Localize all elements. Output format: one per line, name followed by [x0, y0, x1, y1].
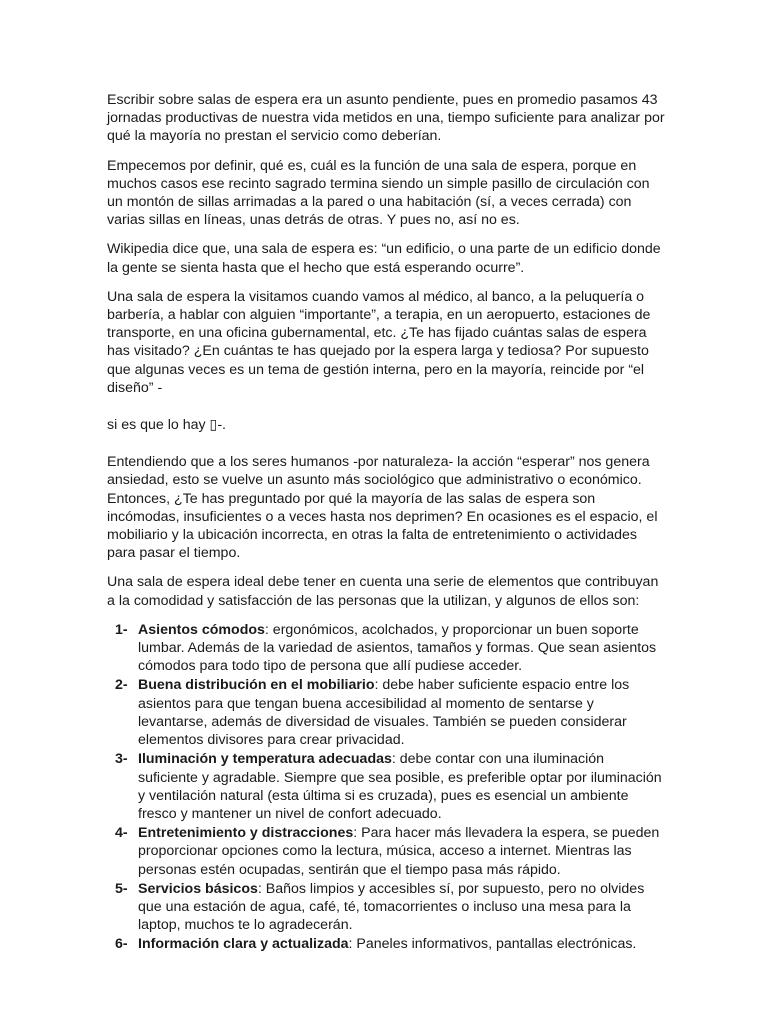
list-item-term: Asientos cómodos — [138, 621, 265, 638]
list-item-text: : Baños limpios y accesibles sí, por supuesto, pero no olvides que una estación de agua, café, té, tomacorrientes o incluso una mesa para la laptop, muchos te lo agradecerán. — [138, 880, 645, 934]
list-item-number: 5- — [115, 880, 128, 897]
paragraph-visits: Una sala de espera la visitamos cuando vamos al médico, al banco, a la peluquería o barbería, a hablar con alguien “importante”, a terapia, en un aeropuerto, estaciones de transporte, en una oficina gubernamental, etc. ¿Te has fijado cuántas salas de espera has visitado? ¿En cuántas te has quejado por la espera larga y tediosa? Por supuesto que algunas veces es un tema de gestión interna, pero en la mayoría, reincide por “el diseño” - — [107, 288, 651, 396]
list-item-term: Iluminación y temperatura adecuadas — [138, 751, 392, 768]
list-item — [107, 750, 667, 823]
paragraph-definition: Empecemos por definir, qué es, cuál es la función de una sala de espera, porque en muchos casos ese recinto sagrado termina siendo un simple pasillo de circulación con un montón de sillas arrimadas a la pared o una habitación (sí, a veces cerrada) con varias sillas en líneas, unas detrás de otras. Y pues no, así no es. — [107, 157, 650, 229]
list-item-text: : debe contar con una iluminación suficiente y agradable. Siempre que sea posible, es preferible optar por iluminación y ventilación natural (esta última si es cruzada), pues es esencial un ambiente fresco y mantener un nivel de confort adecuado. — [138, 751, 662, 822]
document-page — [107, 91, 667, 955]
list-item — [107, 880, 667, 935]
list-item-text: : Para hacer más llevadera la espera, se pueden proporcionar opciones como la lectura, música, acceso a internet. Mientras las personas estén ocupadas, sentirán que el tiempo pasa más rápido. — [138, 825, 660, 878]
list-item-term: Buena distribución en el mobiliario — [138, 677, 375, 694]
paragraph-wikipedia: Wikipedia dice que, una sala de espera es: “un edificio, o una parte de un edificio donde la gente se sienta hasta que el hecho que está esperando ocurre”. — [107, 241, 661, 276]
list-item-text: : ergonómicos, acolchados, y proporcionar un buen soporte lumbar. Además de la variedad de asientos, tamaños y formas. Que sean asientos cómodos para todo tipo de persona que allí pudiese acceder. — [138, 621, 657, 675]
list-item-term: Entretenimiento y distracciones — [138, 825, 354, 842]
list-item-term: Servicios básicos — [138, 880, 258, 897]
list-item-number: 6- — [115, 936, 128, 953]
paragraph-anxiety: Entendiendo que a los seres humanos -por naturaleza- la acción “esperar” nos genera ansiedad, esto se vuelve un asunto más sociológico que administrativo o económico. Entonces, ¿Te has preguntado por qué la mayoría de las salas de espera son incómodas, insuficientes o a veces hasta nos deprimen? En ocasiones es el espacio, el mobiliario y la ubicación incorrecta, en otras la falta de entretenimiento o actividades para pasar el tiempo. — [107, 454, 658, 562]
list-item-text: : Paneles informativos, pantallas electrónicas. — [348, 936, 637, 953]
list-item — [107, 935, 667, 953]
list-item — [107, 621, 667, 676]
list-item-number: 3- — [115, 751, 128, 768]
paragraph-ideal-room: Una sala de espera ideal debe tener en cuenta una serie de elementos que contribuyan a la comodidad y satisfacción de las personas que la utilizan, y algunos de ellos son: — [107, 574, 659, 609]
list-item-number: 4- — [115, 825, 128, 842]
list-item — [107, 676, 667, 749]
elements-list — [107, 621, 667, 954]
list-item — [107, 824, 667, 879]
list-item-number: 2- — [115, 677, 128, 694]
paragraph-intro: Escribir sobre salas de espera era un asunto pendiente, pues en promedio pasamos 43 jornadas productivas de nuestra vida metidos en una, tiempo suficiente para analizar por qué la mayoría no prestan el servicio como deberían. — [107, 92, 665, 145]
paragraph-visits-continued: si es que lo hay ▯-. — [107, 417, 227, 434]
list-item-text: : debe haber suficiente espacio entre los asientos para que tengan buena accesibilidad al momento de sentarse y levantarse, además de diversidad de visuales. También se pueden considerar elementos divisores para crear privacidad. — [138, 677, 630, 749]
list-item-term: Información clara y actualizada — [138, 936, 349, 953]
list-item-number: 1- — [115, 621, 128, 638]
